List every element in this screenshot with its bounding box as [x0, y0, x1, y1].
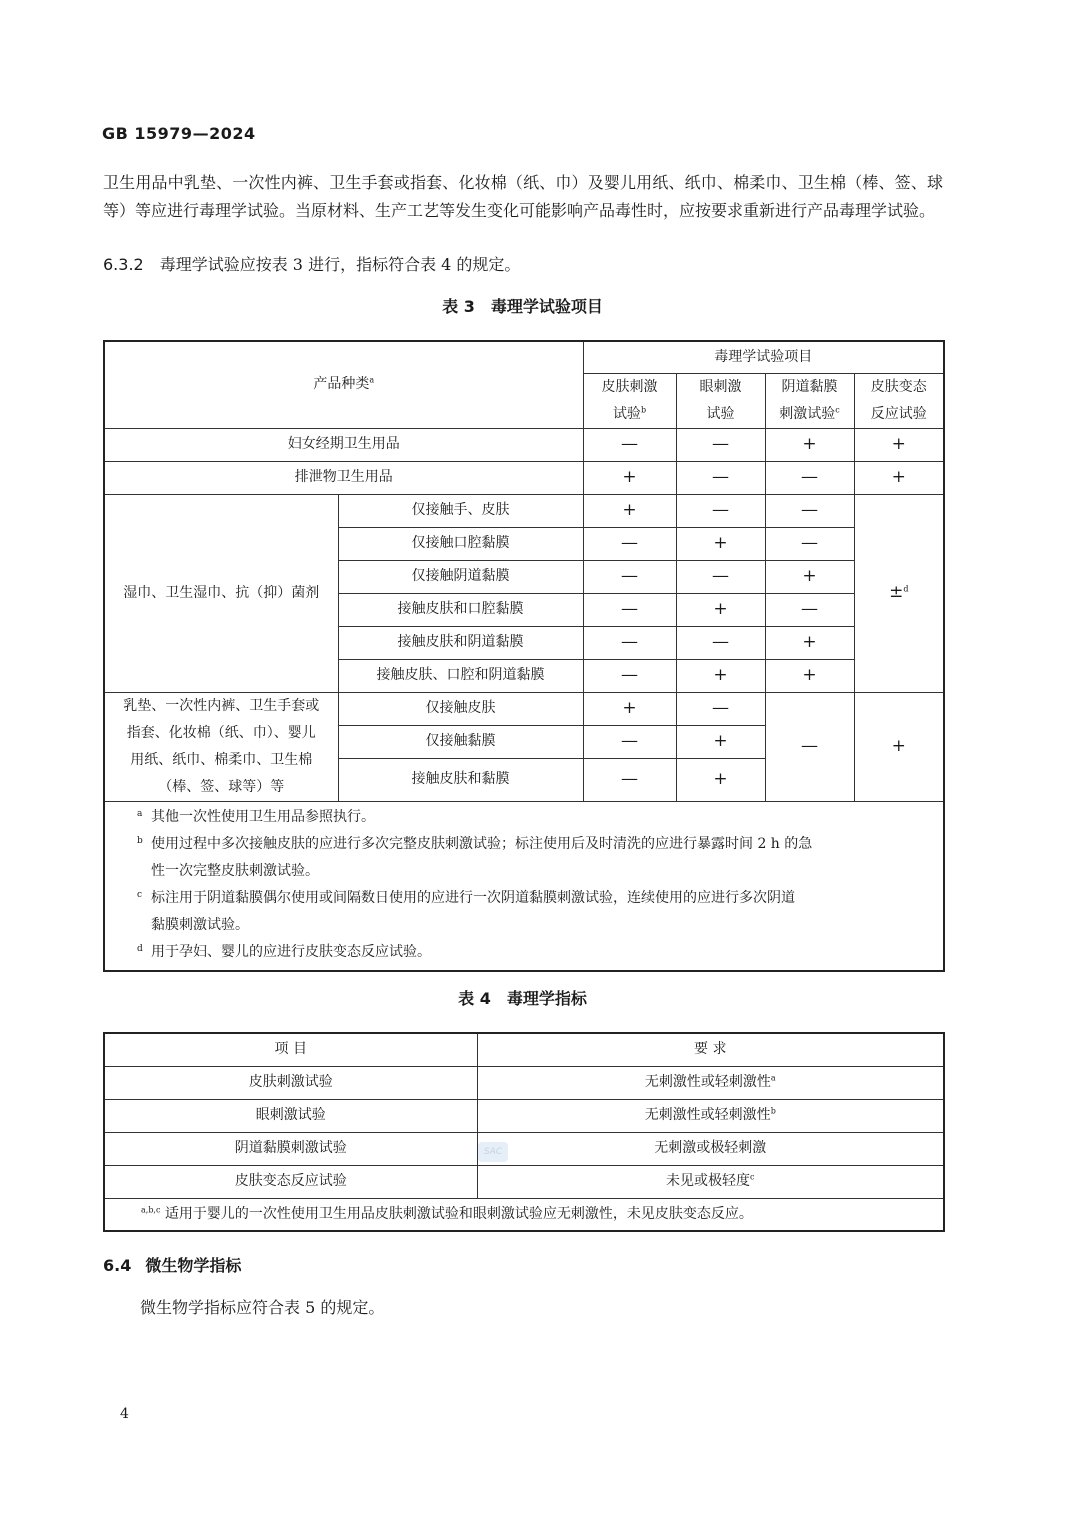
document-code: GB 15979—2024: [102, 124, 256, 143]
footnote-d: d 用于孕妇、婴儿的应进行皮肤变态反应试验。: [137, 943, 431, 960]
table-row: 皮肤变态反应试验 未见或极轻度$^c$: [104, 1165, 944, 1198]
table4-title-text: 毒理学指标: [506, 989, 587, 1008]
wipes-category: 湿巾、卫生湿巾、抗（抑）菌剂: [104, 494, 338, 692]
footnote-c: c 标注用于阴道黏膜偶尔使用或间隔数日使用的应进行一次阴道黏膜刺激试验，连续使用的应进行多次阴道 黏膜刺激试验。: [137, 889, 795, 933]
table-row: 仅接触阴道黏膜 — — +: [104, 560, 944, 593]
col-skin-allergy: 皮肤变态 反应试验: [854, 373, 944, 428]
toxicology-index-table: [103, 1032, 945, 1232]
col-skin-irritation: 皮肤刺激 试验$^b$: [583, 373, 676, 428]
sac-watermark: SAC: [478, 1142, 508, 1162]
wipes-allergy-cell: ±$^d$: [854, 494, 944, 692]
table3-title-text: 毒理学试验项目: [490, 297, 603, 316]
pads-category: 乳垫、一次性内裤、卫生手套或 指套、化妆棉（纸、巾）、婴儿 用纸、纸巾、棉柔巾、卫生棉 （棒、签、球等）等: [104, 692, 338, 801]
section-6-4-heading: 6.4 微生物学指标: [103, 1256, 242, 1275]
table3-number: 表 3: [442, 297, 475, 316]
table3-footnotes: [104, 801, 944, 971]
table-row: 接触皮肤和阴道黏膜 — — +: [104, 626, 944, 659]
table3-title: [0, 294, 1045, 317]
group-header: 毒理学试验项目: [583, 341, 944, 373]
table-row: 接触皮肤和黏膜 — +: [104, 759, 944, 801]
table-row: 阴道黏膜刺激试验 无刺激或极轻刺激: [104, 1132, 944, 1165]
page-number: 4: [120, 1406, 129, 1422]
table4-number: 表 4: [458, 989, 491, 1008]
clause-number: 6.3.2: [103, 255, 144, 274]
footnote-b: b 使用过程中多次接触皮肤的应进行多次完整皮肤刺激试验；标注使用后及时清洗的应进行暴露时间 2 h 的急 性一次完整皮肤刺激试验。: [137, 835, 813, 879]
table-row: 接触皮肤、口腔和阴道黏膜 — + +: [104, 659, 944, 692]
product-category-header: 产品种类$^a$: [104, 341, 583, 428]
col-item: 项 目: [104, 1033, 477, 1066]
section-6-4-text: 微生物学指标应符合表 5 的规定。: [140, 1298, 385, 1317]
clause-6-3-2: [103, 251, 520, 278]
pads-allergy-cell: +: [854, 692, 944, 801]
table-row: 接触皮肤和口腔黏膜 — + —: [104, 593, 944, 626]
table4-title: [0, 986, 1045, 1009]
pads-vaginal-cell: —: [765, 692, 854, 801]
table-row: 乳垫、一次性内裤、卫生手套或 指套、化妆棉（纸、巾）、婴儿 用纸、纸巾、棉柔巾、卫生棉 （棒、签、球等）等 仅接触皮肤 + — — +: [104, 692, 944, 725]
table-row: 皮肤刺激试验 无刺激性或轻刺激性$^a$: [104, 1066, 944, 1099]
col-eye-irritation: 眼刺激 试验: [676, 373, 765, 428]
col-vaginal-irritation: 阴道黏膜 刺激试验$^c$: [765, 373, 854, 428]
footnote-a: a 其他一次性使用卫生用品参照执行。: [137, 808, 375, 825]
intro-paragraph: 卫生用品中乳垫、一次性内裤、卫生手套或指套、化妆棉（纸、巾）及婴儿用纸、纸巾、棉柔巾、卫生棉（棒、签、球等）等应进行毒理学试验。当原材料、生产工艺等发生变化可能影响产品毒性时，应按要求重新进行产品毒理学试验。: [103, 173, 943, 220]
table-row: 排泄物卫生用品 + — — +: [104, 461, 944, 494]
table-row: 眼刺激试验 无刺激性或轻刺激性$^b$: [104, 1099, 944, 1132]
col-requirement: 要 求: [477, 1033, 944, 1066]
toxicology-test-table: [103, 340, 945, 972]
table-row: 妇女经期卫生用品 — — + +: [104, 428, 944, 461]
table-row: 湿巾、卫生湿巾、抗（抑）菌剂 仅接触手、皮肤 + — — ±$^d$: [104, 494, 944, 527]
table-row: 仅接触口腔黏膜 — + —: [104, 527, 944, 560]
clause-text: 毒理学试验应按表 3 进行，指标符合表 4 的规定。: [159, 255, 521, 274]
table4-footnote: $^{a,b,c}$ 适用于婴儿的一次性使用卫生用品皮肤刺激试验和眼刺激试验应无刺激性，未见皮肤变态反应。: [104, 1198, 944, 1231]
table-row: 仅接触黏膜 — +: [104, 725, 944, 758]
